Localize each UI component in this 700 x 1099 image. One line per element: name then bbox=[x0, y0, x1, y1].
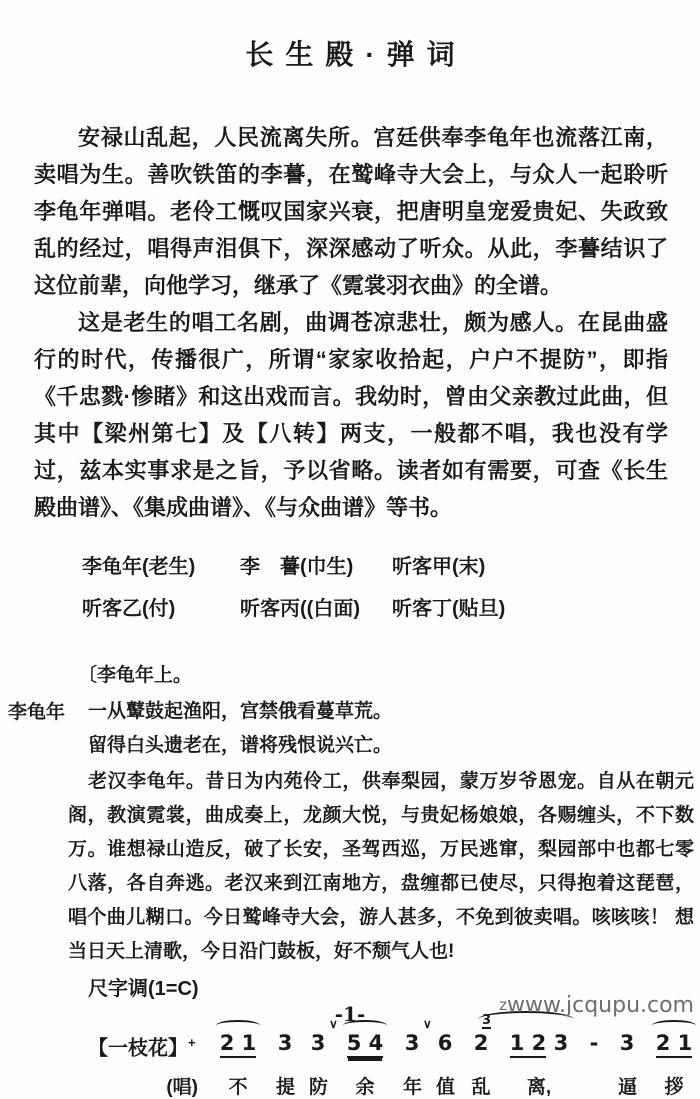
jianpu-notation-row bbox=[88, 1013, 700, 1098]
note: ∨ 5 4 余 bbox=[342, 1013, 388, 1098]
page-title: 长生殿·弹词 bbox=[245, 38, 467, 70]
note: 3 2 乱 bbox=[469, 1013, 493, 1098]
speaker-name: 李龟年 bbox=[8, 701, 66, 723]
tune-name: 【一枝花】+ bbox=[88, 1034, 196, 1060]
lyric: 不 bbox=[228, 1076, 248, 1098]
breath-mark-icon: ∨ bbox=[423, 1016, 432, 1031]
page-number: -1- bbox=[334, 1001, 366, 1026]
lyric: 离, bbox=[526, 1076, 552, 1098]
lyric: 提 bbox=[276, 1076, 296, 1098]
lyric: 防 bbox=[309, 1076, 329, 1098]
key-signature-label: 尺字调(1=C) bbox=[88, 977, 199, 1000]
lyric: 逼 bbox=[618, 1076, 638, 1098]
lyric: 值 bbox=[436, 1076, 456, 1098]
note: 3 提 bbox=[276, 1030, 296, 1098]
cast-member: 听客丙((白面) bbox=[240, 597, 360, 620]
speaker-block bbox=[0, 695, 700, 1001]
lyric: 拶 bbox=[664, 1076, 684, 1098]
breath-mark-icon: ∨ bbox=[329, 1016, 338, 1031]
introduction bbox=[34, 119, 668, 526]
intro-paragraph-1: 安禄山乱起，人民流离失所。宫廷供奉李龟年也流落江南，卖唱为生。善吹铁笛的李謩，在鹫峰寺大会上，与众人一起聆听李龟年弹唱。老伶工慨叹国家兴衰，把唐明皇宠爱贵妃、失政致乱的经过，唱得声泪俱下，深深感动了听众。从此，李謩结识了这位前辈，向他学习，继承了《霓裳羽衣曲》的全谱。 bbox=[34, 124, 668, 298]
verse-line: 一从鼙鼓起渔阳，宫禁俄看蔓草荒。 bbox=[88, 700, 393, 722]
percussion-mark-icon: + bbox=[188, 1034, 196, 1050]
watermark-url: www.jcqupu.com bbox=[507, 992, 694, 1018]
watermark-prefix: z bbox=[499, 995, 508, 1014]
cast-member: 听客甲(末) bbox=[392, 555, 486, 578]
note: 3 年 bbox=[403, 1030, 423, 1098]
note: 2 1 不 bbox=[215, 1013, 261, 1098]
slur-icon bbox=[652, 1020, 695, 1031]
intro-paragraph-2: 这是老生的唱工名剧，曲调苍凉悲壮，颇为感人。在昆曲盛行的时代，传播很广，所谓“家家收拾起，户户不提防”，即指《千忠戮·惨睹》和这出戏而言。我幼时，曾由父亲教过此曲，但其中【梁州第七】及【八转】两支，一般都不唱，我也没有学过，兹本实事求是之旨，予以省略。读者如有需要，可查《长生殿曲谱》、《集成曲谱》、《与众曲谱》等书。 bbox=[34, 309, 668, 520]
note: ∨ 6 值 bbox=[423, 1016, 456, 1098]
verse bbox=[88, 695, 700, 763]
cast-member: 听客丁(贴旦) bbox=[392, 597, 506, 620]
lyric: 余 bbox=[355, 1076, 375, 1098]
cast-member: 听客乙(付) bbox=[82, 597, 176, 620]
tune-name-cell bbox=[88, 1013, 200, 1098]
lyric: 年 bbox=[403, 1076, 423, 1098]
grace-note: 3 bbox=[481, 1012, 491, 1028]
lyric bbox=[585, 1072, 603, 1098]
note: 2 1 拶 bbox=[651, 1013, 697, 1098]
note-dash: - bbox=[585, 1013, 603, 1098]
script-section bbox=[0, 661, 700, 1001]
cast-member: 李龟年(老生) bbox=[82, 555, 196, 578]
note: 3 逼 bbox=[618, 1030, 638, 1098]
stage-direction: 〔李龟年上。 bbox=[78, 664, 193, 686]
monologue: 老汉李龟年。昔日为内苑伶工，供奉梨园，蒙万岁爷恩宠。自从在朝元阁，教演霓裳，曲成奏上，龙颜大悦，与贵妃杨娘娘，各赐缠头，不下数万。谁想禄山造反，破了长安，圣驾西巡，万民逃窜，梨园部中也都七零八落，各自奔逃。老汉来到江南地方，盘缠都已使尽，只得抱着这琵琶，唱个曲儿糊口。今日鹫峰寺大会，游人甚多，不免到彼卖唱。咳咳咳！ 想当日天上清歌，今日沿门鼓板，好不颓气人也! bbox=[68, 770, 694, 962]
slur-icon bbox=[216, 1020, 259, 1031]
cast-member: 李 謩(巾生) bbox=[240, 555, 354, 578]
lyric: 乱 bbox=[471, 1076, 491, 1098]
watermark bbox=[499, 993, 694, 1018]
note: 1 2 3 离, bbox=[508, 1013, 570, 1098]
note: 3 防 bbox=[309, 1030, 329, 1098]
sing-prefix: (唱) bbox=[166, 1076, 198, 1098]
verse-line: 留得白头遗老在，谱将残恨说兴亡。 bbox=[88, 734, 393, 756]
cast-list bbox=[82, 550, 700, 621]
